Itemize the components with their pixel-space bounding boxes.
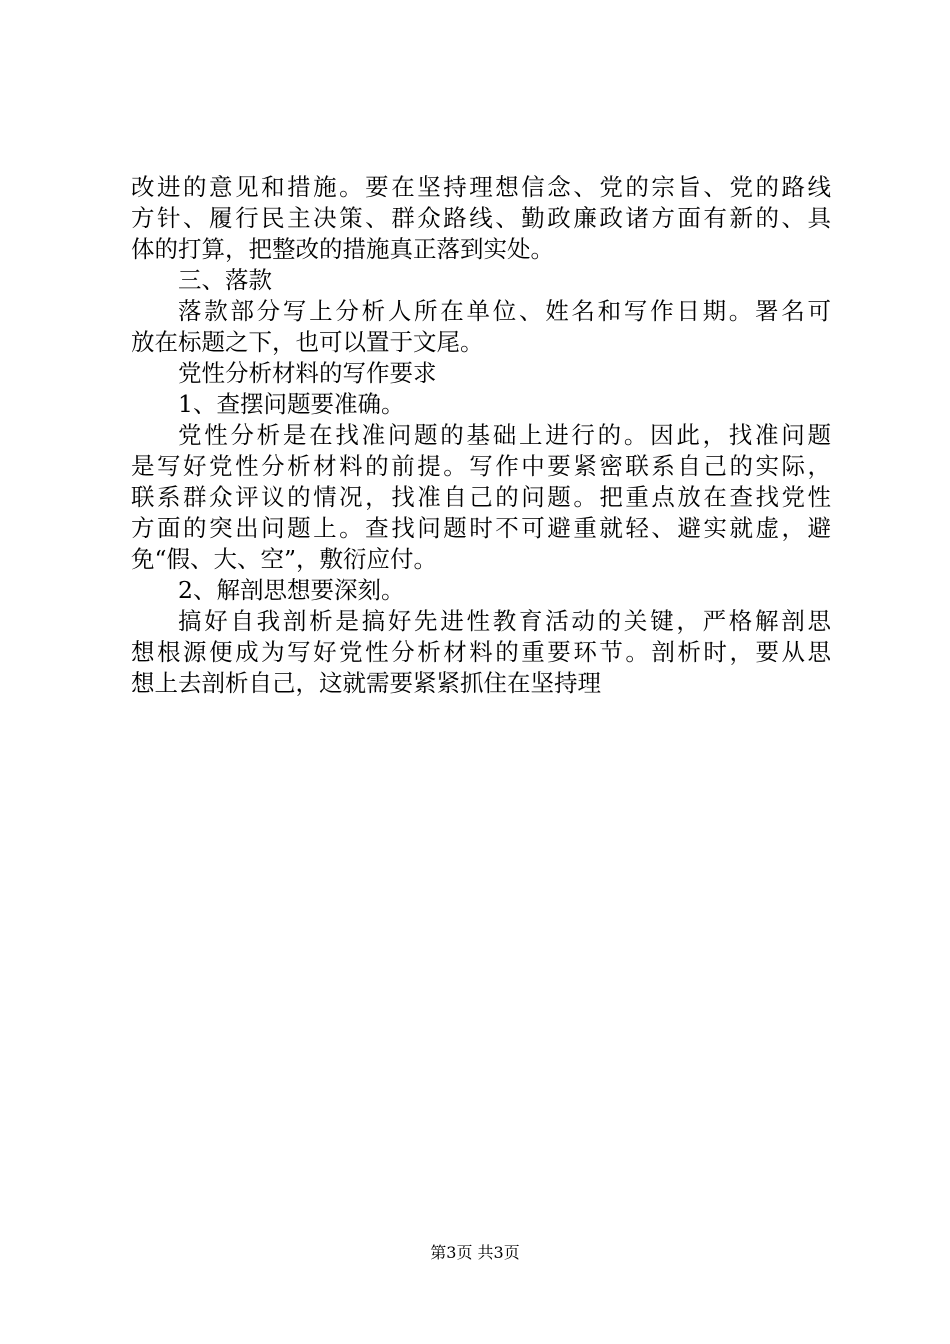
body-line: 想根源便成为写好党性分析材料的重要环节。剖析时，要从思: [131, 638, 831, 666]
body-line: 是写好党性分析材料的前提。写作中要紧密联系自己的实际，: [131, 452, 831, 480]
body-line: 放在标题之下，也可以置于文尾。: [131, 328, 484, 356]
page-footer: 第3页 共3页: [430, 1243, 520, 1262]
list-item-heading: 2、解剖思想要深刻。: [178, 576, 405, 604]
subsection-heading: 党性分析材料的写作要求: [178, 359, 437, 387]
body-line: 免“假、大、空”，敷衍应付。: [131, 545, 438, 573]
body-line: 方针、履行民主决策、群众路线、勤政廉政诸方面有新的、具: [131, 204, 831, 232]
body-line: 想上去剖析自己，这就需要紧紧抓住在坚持理: [131, 669, 601, 697]
body-line: 落款部分写上分析人所在单位、姓名和写作日期。署名可: [178, 297, 831, 325]
section-heading: 三、落款: [178, 266, 272, 294]
body-line: 体的打算，把整改的措施真正落到实处。: [131, 235, 554, 263]
body-line: 党性分析是在找准问题的基础上进行的。因此，找准问题: [178, 421, 831, 449]
body-line: 方面的突出问题上。查找问题时不可避重就轻、避实就虚，避: [131, 514, 831, 542]
body-line: 联系群众评议的情况，找准自己的问题。把重点放在查找党性: [131, 483, 831, 511]
list-item-heading: 1、查摆问题要准确。: [178, 390, 405, 418]
document-body: [131, 172, 831, 699]
body-line: 搞好自我剖析是搞好先进性教育活动的关键，严格解剖思: [178, 607, 831, 635]
body-line: 改进的意见和措施。要在坚持理想信念、党的宗旨、党的路线: [131, 173, 831, 201]
